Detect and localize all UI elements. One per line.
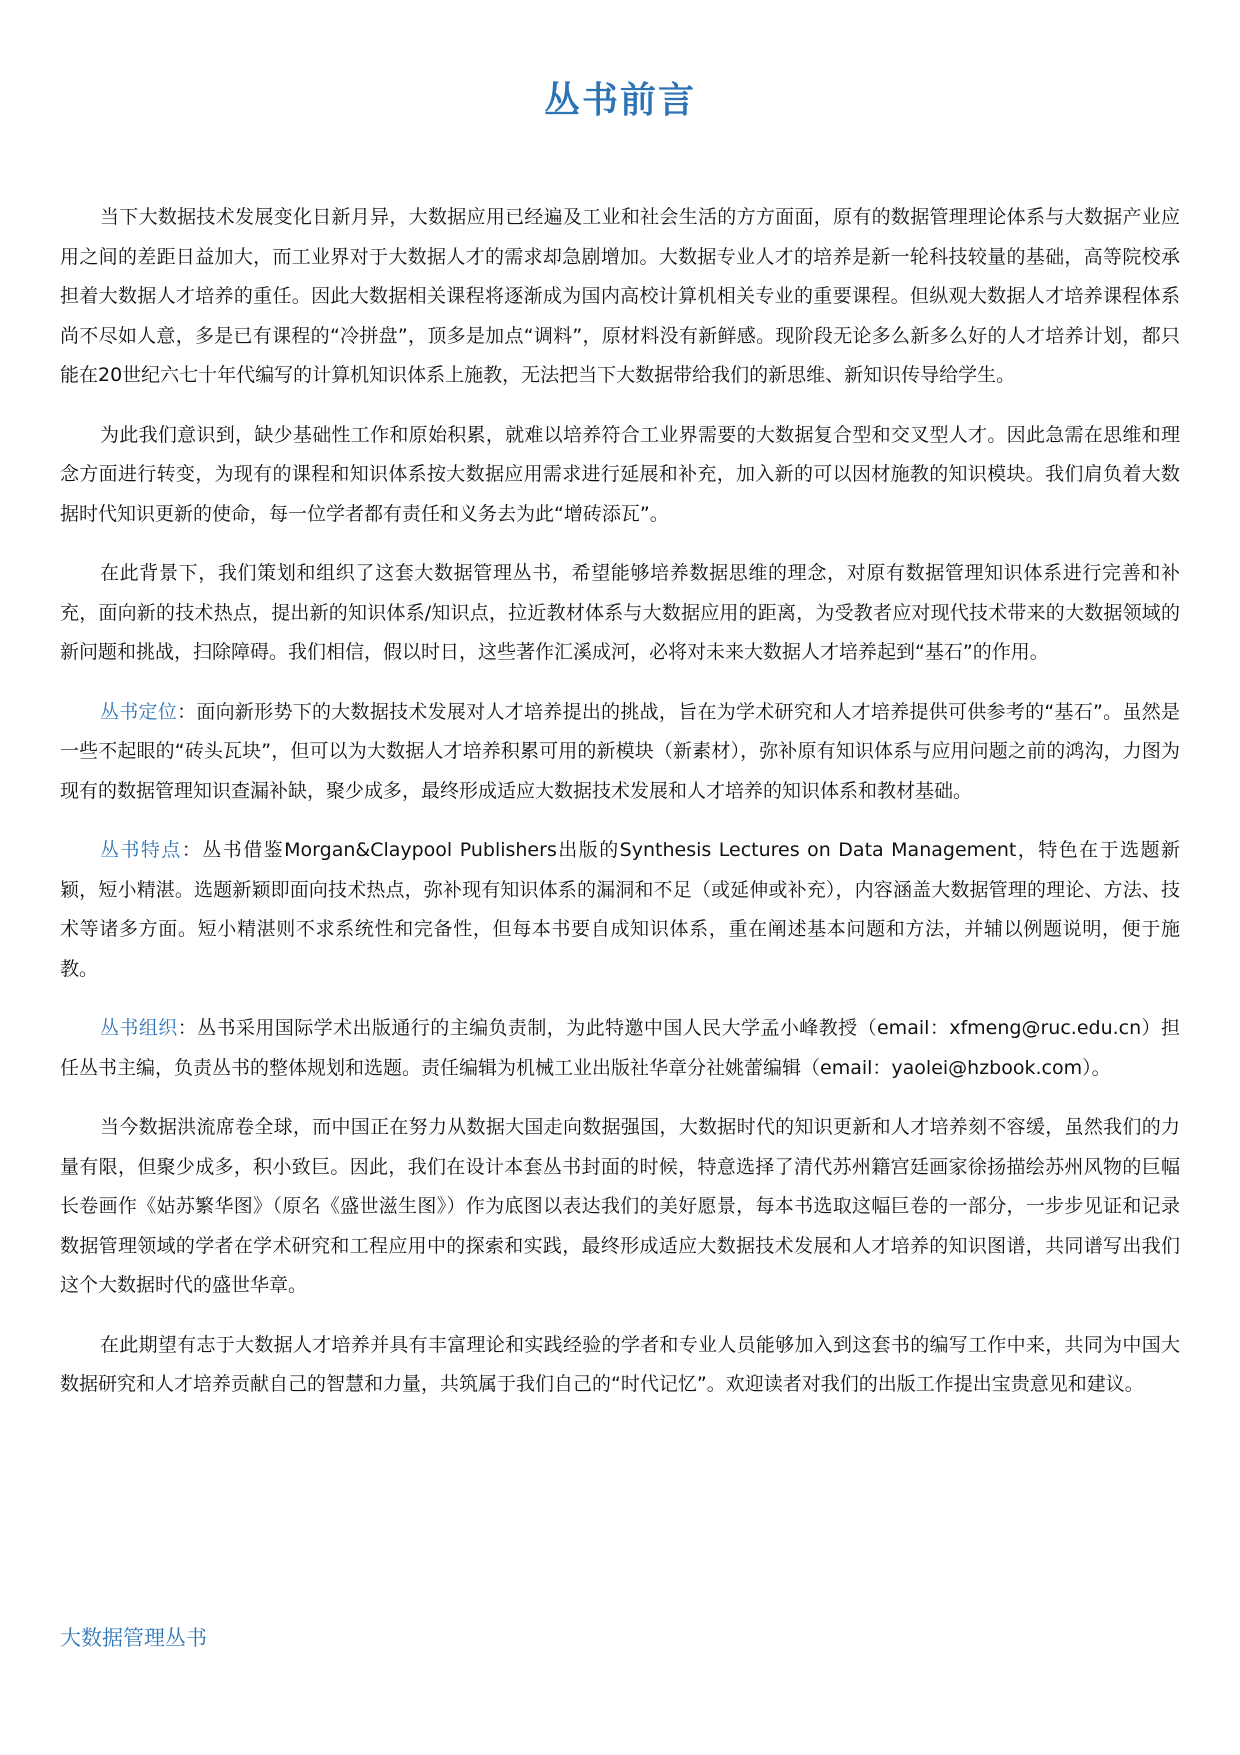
page-title: 丛书前言: [543, 80, 696, 121]
paragraph-2: [60, 416, 1180, 535]
series-organization-label: 丛书组织: [100, 1017, 178, 1039]
paragraph-text: 当今数据洪流席卷全球，而中国正在努力从数据大国走向数据强国，大数据时代的知识更新和人才培养刻不容缓，虽然我们的力量有限，但聚少成多，积小致巨。因此，我们在设计本套丛书封面的时候，特意选择了清代苏州籍宫廷画家徐扬描绘苏州风物的巨幅长卷画作《姑苏繁华图》（原名《盛世滋生图》）作为底图以表达我们的美好愿景，每本书选取这幅巨卷的一部分，一步步见证和记录数据管理领域的学者在学术研究和工程应用中的探索和实践，最终形成适应大数据技术发展和人才培养的知识图谱，共同谱写出我们这个大数据时代的盛世华章。: [60, 1116, 1180, 1296]
paragraph-1: [60, 198, 1180, 396]
series-positioning-label: 丛书定位: [100, 700, 178, 723]
paragraph-series-features: [60, 831, 1180, 989]
paragraph-text: 在此背景下，我们策划和组织了这套大数据管理丛书，希望能够培养数据思维的理念，对原有数据管理知识体系进行完善和补充，面向新的技术热点，提出新的知识体系/知识点，拉近教材体系与大数据应用的距离，为受教者应对现代技术带来的大数据领域的新问题和挑战，扫除障碍。我们相信，假以时日，这些著作汇溪成河，必将对未来大数据人才培养起到“基石”的作用。: [60, 562, 1180, 663]
paragraph-text: 在此期望有志于大数据人才培养并具有丰富理论和实践经验的学者和专业人员能够加入到这套书的编写工作中来，共同为中国大数据研究和人才培养贡献自己的智慧和力量，共筑属于我们自己的“时代记忆”。欢迎读者对我们的出版工作提出宝贵意见和建议。: [60, 1333, 1180, 1395]
paragraph-text: ：丛书借鉴Morgan&Claypool Publishers出版的Synthesis Lectures on Data Management，特色在于选题新颖，短小精湛。选题新颖即面向技术热点，弥补现有知识体系的漏洞和不足（或延伸或补充），内容涵盖大数据管理的理论、方法、技术等诸多方面。短小精湛则不求系统性和完备性，但每本书要自成知识体系，重在阐述基本问题和方法，并辅以例题说明，便于施教。: [60, 839, 1180, 980]
paragraph-7: [60, 1108, 1180, 1306]
paragraph-text: ：丛书采用国际学术出版通行的主编负责制，为此特邀中国人民大学孟小峰教授（email：xfmeng@ruc.edu.cn）担任丛书主编，负责丛书的整体规划和选题。责任编辑为机械工业出版社华章分社姚蕾编辑（email：yaolei@hzbook.com）。: [60, 1017, 1180, 1079]
paragraph-text: 当下大数据技术发展变化日新月异，大数据应用已经遍及工业和社会生活的方方面面，原有的数据管理理论体系与大数据产业应用之间的差距日益加大，而工业界对于大数据人才的需求却急剧增加。大数据专业人才的培养是新一轮科技较量的基础，高等院校承担着大数据人才培养的重任。因此大数据相关课程将逐渐成为国内高校计算机相关专业的重要课程。但纵观大数据人才培养课程体系尚不尽如人意，多是已有课程的“冷拼盘”，顶多是加点“调料”，原材料没有新鲜感。现阶段无论多么新多么好的人才培养计划，都只能在20世纪六七十年代编写的计算机知识体系上施教，无法把当下大数据带给我们的新思维、新知识传导给学生。: [60, 206, 1180, 386]
paragraph-series-organization: [60, 1009, 1180, 1088]
series-features-label: 丛书特点: [100, 839, 182, 861]
paragraph-8: [60, 1326, 1180, 1405]
series-signature: 大数据管理丛书: [60, 1626, 207, 1650]
paragraph-3: [60, 554, 1180, 673]
paragraph-series-positioning: [60, 693, 1180, 812]
paragraph-text: 为此我们意识到，缺少基础性工作和原始积累，就难以培养符合工业界需要的大数据复合型和交叉型人才。因此急需在思维和理念方面进行转变，为现有的课程和知识体系按大数据应用需求进行延展和补充，加入新的可以因材施教的知识模块。我们肩负着大数据时代知识更新的使命，每一位学者都有责任和义务去为此“增砖添瓦”。: [60, 423, 1180, 525]
document-body: [60, 198, 1180, 1425]
paragraph-text: ：面向新形势下的大数据技术发展对人才培养提出的挑战，旨在为学术研究和人才培养提供可供参考的“基石”。虽然是一些不起眼的“砖头瓦块”，但可以为大数据人才培养积累可用的新模块（新素材），弥补原有知识体系与应用问题之前的鸿沟，力图为现有的数据管理知识查漏补缺，聚少成多，最终形成适应大数据技术发展和人才培养的知识体系和教材基础。: [60, 700, 1180, 802]
